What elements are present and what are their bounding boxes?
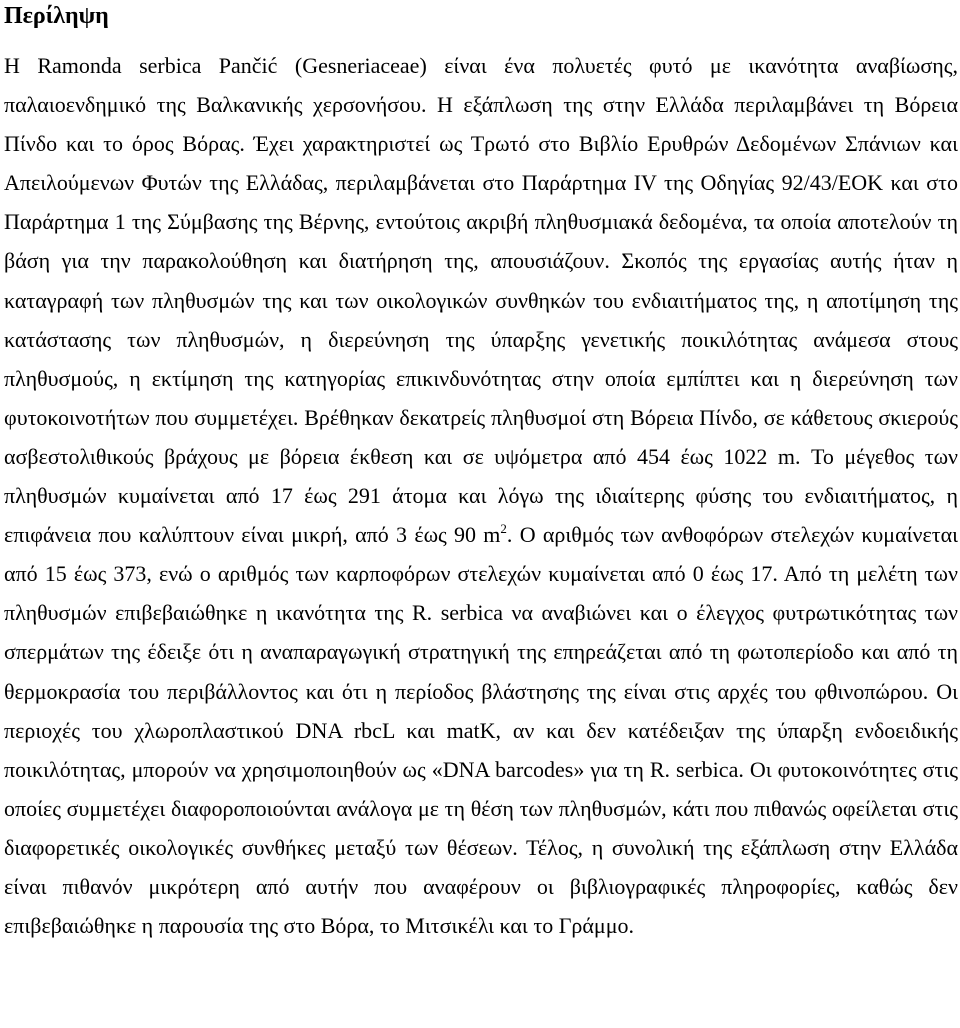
abstract-text-part2: . Ο αριθμός των ανθοφόρων στελεχών κυμαίνεται από 15 έως 373, ενώ ο αριθμός των καρποφόρων στελεχών κυμαίνεται από 0 έως 17. Από τη μελέτη των πληθυσμών επιβεβαιώθηκε η ικανότητα της R. serbica να αναβιώνει και ο έλεγχος φυτρωτικότητας των σπερμάτων της έδειξε ότι η αναπαραγωγική στρατηγική της επηρεάζεται από τη φωτοπερίοδο και από τη θερμοκρασία του περιβάλλοντος και ότι η περίοδος βλάστησης της είναι στις αρχές του φθινοπώρου. Οι περιοχές του χλωροπλαστικού DNA rbcL και matK, αν και δεν κατέδειξαν της ύπαρξη ενδοειδικής ποικιλότητας, μπορούν να χρησιμοποιηθούν ως «DNA barcodes» για τη R. serbica. Οι φυτοκοινότητες στις οποίες συμμετέχει διαφοροποιούνται ανάλογα με τη θέση των πληθυσμών, κάτι που πιθανώς οφείλεται στις διαφορετικές οικολογικές συνθήκες μεταξύ των θέσεων. Τέλος, η συνολική της εξάπλωση στην Ελλάδα είναι πιθανόν μικρότερη από αυτήν που αναφέρουν οι βιβλιογραφικές πληροφορίες, καθώς δεν επιβεβαιώθηκε η παρουσία της στο Βόρα, το Μιτσικέλι και το Γράμμο. — [4, 522, 959, 939]
abstract-text-part1: Η Ramonda serbica Pančić (Gesneriaceae) είναι ένα πολυετές φυτό με ικανότητα αναβίωσης, παλαιοενδημικό της Βαλκανικής χερσονήσου. Η εξάπλωση της στην Ελλάδα περιλαμβάνει τη Βόρεια Πίνδο και το όρος Βόρας. Έχει χαρακτηριστεί ως Τρωτό στο Βιβλίο Ερυθρών Δεδομένων Σπάνιων και Απειλούμενων Φυτών της Ελλάδας, περιλαμβάνεται στο Παράρτημα IV της Οδηγίας 92/43/ΕΟΚ και στο Παράρτημα 1 της Σύμβασης της Βέρνης, εντούτοις ακριβή πληθυσμιακά δεδομένα, τα οποία αποτελούν τη βάση για την παρακολούθηση και διατήρηση της, απουσιάζουν. Σκοπός της εργασίας αυτής ήταν η καταγραφή των πληθυσμών της και των οικολογικών συνθηκών του ενδιαιτήματος της, η αποτίμηση της κατάστασης των πληθυσμών, η διερεύνηση της ύπαρξης γενετικής ποικιλότητας ανάμεσα στους πληθυσμούς, η εκτίμηση της κατηγορίας επικινδυνότητας στην οποία εμπίπτει και η διερεύνηση των φυτοκοινοτήτων που συμμετέχει. Βρέθηκαν δεκατρείς πληθυσμοί στη Βόρεια Πίνδο, σε κάθετους σκιερούς ασβεστολιθικούς βράχους με βόρεια έκθεση και σε υψόμετρα από 454 έως 1022 m. Το μέγεθος των πληθυσμών κυμαίνεται από 17 έως 291 άτομα και λόγω της ιδιαίτερης φύσης του ενδιαιτήματος, η επιφάνεια που καλύπτουν είναι μικρή, από 3 έως 90 m — [4, 53, 958, 548]
superscript-exponent: 2 — [500, 521, 507, 537]
page-title: Περίληψη — [4, 3, 109, 29]
abstract-paragraph — [4, 46, 958, 945]
